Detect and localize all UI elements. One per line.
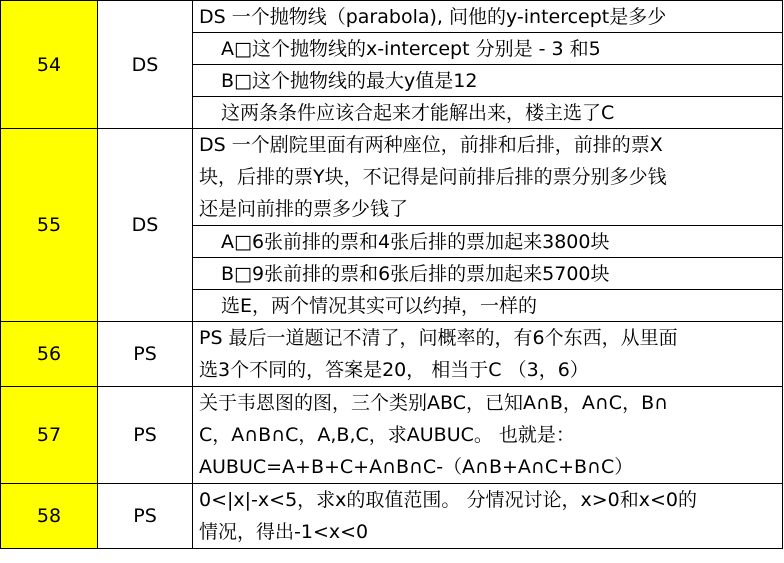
question-line: 块，后排的票Y块，不记得是问前排后排的票分别多少钱 <box>199 166 667 188</box>
row-type: DS <box>98 1 193 129</box>
table-row <box>1 129 783 226</box>
row-number: 58 <box>1 484 98 549</box>
question-line: 关于韦恩图的图，三个类别ABC，已知A∩B，A∩C，B∩ <box>199 392 669 414</box>
question-line: DS 一个抛物线（parabola), 问他的y-intercept是多少 <box>193 1 783 33</box>
condition-b: B□9张前排的票和6张后排的票加起来5700块 <box>193 258 783 290</box>
row-type: PS <box>98 484 193 549</box>
row-number: 54 <box>1 1 98 129</box>
condition-a: A□这个抛物线的x-intercept 分别是 - 3 和5 <box>193 33 783 65</box>
question-line: 还是问前排的票多少钱了 <box>199 198 409 220</box>
question-text <box>193 322 783 387</box>
question-line: 0<|x|-x<5，求x的取值范围。 分情况讨论，x>0和x<0的 <box>199 489 697 511</box>
row-type: PS <box>98 387 193 484</box>
row-type: PS <box>98 322 193 387</box>
table-row <box>1 322 783 387</box>
question-line: 情况，得出-1<x<0 <box>199 521 369 543</box>
question-line: AUBUC=A+B+C+A∩B∩C-（A∩B+A∩C+B∩C） <box>199 456 634 478</box>
question-text <box>193 484 783 549</box>
table-row <box>1 484 783 549</box>
question-line: 选3个不同的，答案是20， 相当于C （3，6） <box>199 359 589 381</box>
row-number: 57 <box>1 387 98 484</box>
question-line: C，A∩B∩C，A,B,C，求AUBUC。 也就是： <box>199 424 575 446</box>
question-line: PS 最后一道题记不清了，问概率的，有6个东西，从里面 <box>199 327 678 349</box>
answer-note: 选E，两个情况其实可以约掉，一样的 <box>193 290 783 322</box>
row-number: 55 <box>1 129 98 322</box>
table-row <box>1 387 783 484</box>
condition-a: A□6张前排的票和4张后排的票加起来3800块 <box>193 226 783 258</box>
table-row <box>1 1 783 33</box>
question-text <box>193 129 783 226</box>
condition-b: B□这个抛物线的最大y值是12 <box>193 65 783 97</box>
row-type: DS <box>98 129 193 322</box>
question-text <box>193 387 783 484</box>
answer-note: 这两条条件应该合起来才能解出来，楼主选了C <box>193 97 783 129</box>
row-number: 56 <box>1 322 98 387</box>
question-line: DS 一个剧院里面有两种座位，前排和后排，前排的票X <box>199 134 663 156</box>
